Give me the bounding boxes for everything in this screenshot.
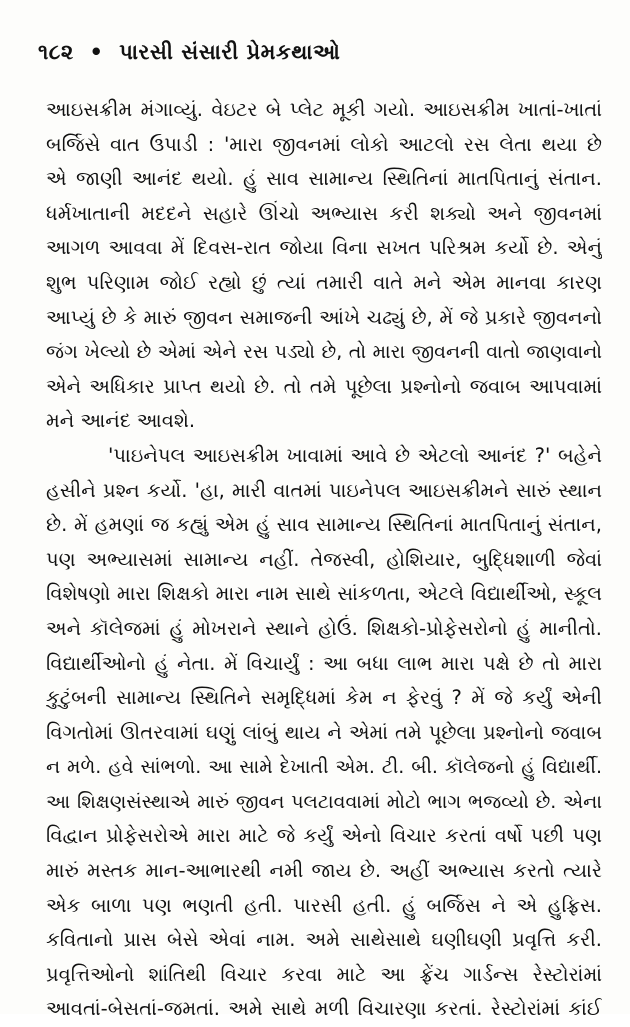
running-header (38, 40, 340, 65)
text-line: પણ અભ્યાસમાં સામાન્ય નહીં. તેજસ્વી, હોશિયાર, બુદ્ધિશાળી જેવાં (46, 547, 602, 571)
text-line: આઇસક્રીમ મંગાવ્યું. વેઇટર બે પ્લેટ મૂકી ગયો. આઇસક્રીમ ખાતાં-ખાતાં (46, 98, 602, 121)
text-line: અને કૉલેજમાં હું મોખરાને સ્થાને હોઉં. શિક્ષકો-પ્રોફેસરોનો હું માનીતો. (46, 616, 602, 640)
text-line: ન મળે. હવે સાંભળો. આ સામે દેખાતી એમ. ટી. બી. કૉલેજનો હું વિદ્યાર્થી. (46, 756, 602, 779)
text-line: જંગ ખેલ્યો છે એમાં એને રસ પડ્યો છે, તો મારા જીવનની વાતો જાણવાનો (46, 341, 602, 364)
book-title: પારસી સંસારી પ્રેમકથાઓ (119, 40, 341, 64)
text-line: શુભ પરિણામ જોઈ રહ્યો છું ત્યાં તમારી વાતે મને એમ માનવા કારણ (46, 270, 602, 294)
text-line: કુટુંબની સામાન્ય સ્થિતિને સમૃદ્ધિમાં કેમ ન ફેરવું ? મેં જે કર્યું એની (46, 686, 602, 710)
header-bullet: • (89, 40, 104, 64)
text-line: બર્જિસે વાત ઉપાડી : 'મારા જીવનમાં લોકો આટલો રસ લેતા થયા છે (46, 132, 602, 156)
text-line: આગળ આવવા મેં દિવસ-રાત જોયા વિના સખત પરિશ્રમ કર્યો છે. એનું (46, 236, 602, 260)
text-line: વિદ્વાન પ્રોફેસરોએ મારા માટે જે કર્યું એનો વિચાર કરતાં વર્ષો પછી પણ (46, 824, 602, 848)
paragraph-end-line: મને આનંદ આવશે. (46, 409, 196, 433)
text-line: આ શિક્ષણસંસ્થાએ મારું જીવન પલટાવવામાં મોટો ભાગ ભજવ્યો છે. એના (46, 790, 602, 813)
text-line: એક બાળા પણ ભણતી હતી. પારસી હતી. હું બર્જિસ ને એ હુફ્રિસ. (46, 893, 602, 917)
text-line: કવિતાનો પ્રાસ બેસે એવાં નામ. અમે સાથેસાથે ઘણીઘણી પ્રવૃત્તિ કરી. (46, 928, 602, 952)
text-line: છે. મેં હમણાં જ કહ્યું એમ હું સાવ સામાન્ય સ્થિતિનાં માતપિતાનું સંતાન, (46, 513, 602, 537)
text-line: એ જાણી આનંદ થયો. હું સાવ સામાન્ય સ્થિતિનાં માતપિતાનું સંતાન. (46, 167, 602, 191)
text-line: પ્રવૃત્તિઓનો શાંતિથી વિચાર કરવા માટે આ ફ્રેંચ ગાર્ડન્સ રેસ્ટોરાંમાં (46, 962, 602, 986)
text-line: વિગતોમાં ઊતરવામાં ઘણું લાંબું થાય ને એમાં તમે પૂછેલા પ્રશ્નોનો જવાબ (46, 720, 602, 744)
text-line: ધર્મખાતાની મદદને સહારે ઊંચો અભ્યાસ કરી શક્યો અને જીવનમાં (46, 201, 602, 225)
page-number: ૧૮૨ (38, 40, 74, 64)
paragraph-start-line: 'પાઇનેપલ આઇસક્રીમ ખાવામાં આવે છે એટલો આનંદ ?' બહેને (108, 443, 602, 467)
text-line: એને અધિકાર પ્રાપ્ત થયો છે. તો તમે પૂછેલા પ્રશ્નોનો જવાબ આપવામાં (46, 374, 602, 398)
text-line: મારું મસ્તક માન-આભારથી નમી જાય છે. અહીં અભ્યાસ કરતો ત્યારે (46, 859, 602, 883)
text-line: આપ્યું છે કે મારું જીવન સમાજની આંખે ચઢ્યું છે, મેં જે પ્રકારે જીવનનો (46, 305, 602, 329)
text-line: વિશેષણો મારા શિક્ષકો મારા નામ સાથે સાંકળતા, એટલે વિદ્યાર્થીઓ, સ્કૂલ (46, 582, 602, 606)
body-text (46, 93, 602, 1027)
text-line: હસીને પ્રશ્ન કર્યો. 'હા, મારી વાતમાં પાઇનેપલ આઇસક્રીમને સારું સ્થાન (46, 478, 602, 502)
text-line: વિદ્યાર્થીઓનો હું નેતા. મેં વિચાર્યું : આ બધા લાભ મારા પક્ષે છે તો મારા (46, 651, 602, 675)
text-line: આવતાં-બેસતાં-જમતાં. અમે સાથે મળી વિચારણા કરતાં. રેસ્ટોરાંમાં કાંઈ (46, 997, 602, 1021)
